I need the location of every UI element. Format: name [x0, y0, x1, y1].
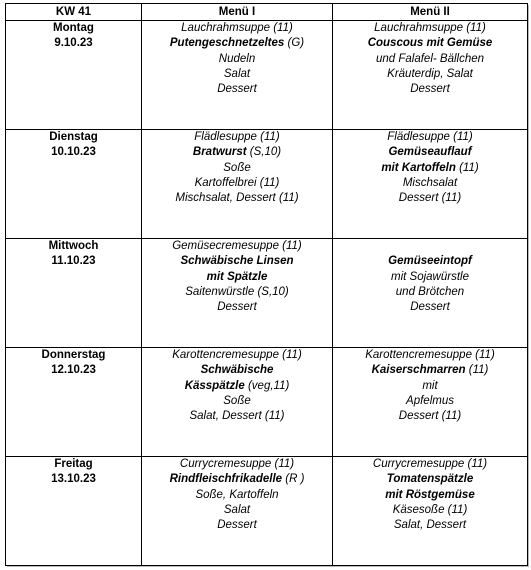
menu1-line — [142, 348, 332, 363]
menu1-line — [142, 394, 332, 409]
day-cell — [6, 130, 142, 239]
menu1-dish-text: Dessert — [217, 519, 257, 532]
menu1-dish-text: Kartoffelbrei (11) — [194, 176, 280, 189]
day-name: Dienstag — [49, 131, 98, 143]
menu1-dish-text: Salat — [223, 67, 251, 80]
menu1-dish-bold: Schwäbische — [200, 364, 274, 377]
day-row-1 — [6, 130, 528, 239]
menu1-line — [142, 145, 332, 160]
menu1-dish-bold: Schwäbische Linsen — [180, 255, 294, 268]
menu1-line — [142, 503, 332, 518]
menu2-line — [333, 176, 527, 191]
menu1-line — [142, 363, 332, 378]
menu2-dish-text: mit — [422, 379, 438, 392]
menu1-dish-text: Salat, Dessert (11) — [189, 410, 285, 423]
menu1-cell — [142, 457, 333, 566]
week-header: KW 41 — [6, 4, 142, 21]
menu2-dish-text: Currycremesuppe (11) — [372, 458, 488, 470]
menu1-cell — [142, 239, 333, 348]
day-name: Donnerstag — [41, 349, 106, 361]
menu2-cell — [333, 130, 528, 239]
header-row — [6, 4, 528, 21]
day-cell — [6, 239, 142, 348]
menu2-dish-text: Kräuterdip, Salat — [387, 67, 473, 80]
menu1-line — [142, 21, 332, 36]
menu2-dish-text: (11) — [465, 364, 489, 377]
day-row-0 — [6, 21, 528, 130]
menu2-line — [333, 394, 527, 409]
menu2-dish-text: Dessert — [410, 83, 450, 96]
menu1-dish-text: Lauchrahmsuppe (11) — [181, 22, 293, 34]
menu2-dish-bold: Tomatenspätzle — [386, 473, 474, 486]
day-date: 11.10.23 — [51, 255, 96, 267]
menu1-dish-text: Soße — [223, 394, 251, 407]
menu1-dish-text: Dessert — [217, 301, 257, 314]
menu1-dish-text: Salat — [223, 503, 251, 516]
menu2-line — [333, 300, 527, 315]
menu1-dish-text: (veg,11) — [244, 379, 290, 392]
menu2-line — [333, 191, 527, 206]
menu1-dish-bold: mit Spätzle — [206, 270, 268, 283]
menu1-line — [142, 130, 332, 145]
day-date: 13.10.23 — [51, 473, 96, 485]
menu1-dish-text: Soße — [223, 161, 251, 174]
menu1-header: Menü I — [142, 4, 333, 21]
menu2-dish-text: Mischsalat — [402, 176, 458, 189]
menu1-dish-text: (R ) — [282, 473, 305, 486]
day-date: 12.10.23 — [51, 364, 96, 376]
menu2-header: Menü II — [333, 4, 528, 21]
menu2-line — [333, 145, 527, 160]
menu-document — [5, 3, 527, 565]
menu1-dish-text: Karottencremesuppe (11) — [172, 349, 302, 361]
menu2-dish-text: und Brötchen — [395, 285, 465, 298]
menu2-dish-text: Dessert — [410, 301, 450, 314]
menu2-dish-text: Dessert (11) — [398, 410, 462, 423]
menu1-dish-text: Nudeln — [218, 52, 256, 65]
menu2-dish-text: Karottencremesuppe (11) — [365, 349, 495, 361]
day-date: 9.10.23 — [54, 37, 93, 49]
menu2-line — [333, 270, 527, 285]
menu1-line — [142, 457, 332, 472]
day-row-3 — [6, 348, 528, 457]
menu2-line — [333, 21, 527, 36]
menu2-line — [333, 457, 527, 472]
menu2-dish-bold: mit Kartoffeln — [381, 161, 456, 174]
menu2-line — [333, 472, 527, 487]
menu1-line — [142, 270, 332, 285]
menu1-line — [142, 36, 332, 51]
menu2-line — [333, 52, 527, 67]
menu1-dish-bold: Rindfleischfrikadelle — [169, 473, 283, 486]
menu2-dish-text: Salat, Dessert — [393, 519, 467, 532]
menu2-line — [333, 488, 527, 503]
menu2-line — [333, 82, 527, 97]
menu1-dish-text: Mischsalat, Dessert (11) — [175, 192, 299, 205]
menu2-line — [333, 363, 527, 378]
menu2-dish-text: und Falafel- Bällchen — [375, 52, 485, 65]
weekly-menu-table — [5, 3, 528, 566]
menu1-line — [142, 191, 332, 206]
menu2-dish-text: Dessert (11) — [398, 192, 462, 205]
menu1-line — [142, 254, 332, 269]
menu1-dish-text: Flädlesuppe (11) — [194, 131, 280, 143]
menu1-dish-bold: Putengeschnetzeltes — [169, 37, 285, 50]
menu1-line — [142, 379, 332, 394]
menu2-cell — [333, 457, 528, 566]
day-name: Mittwoch — [48, 240, 99, 252]
menu2-line — [333, 379, 527, 394]
menu2-line — [333, 161, 527, 176]
menu1-line — [142, 67, 332, 82]
menu1-dish-text: Gemüsecremesuppe (11) — [172, 240, 302, 252]
day-row-4 — [6, 457, 528, 566]
menu2-line — [333, 348, 527, 363]
day-cell — [6, 348, 142, 457]
menu1-line — [142, 52, 332, 67]
menu1-line — [142, 239, 332, 254]
menu1-cell — [142, 130, 333, 239]
menu1-dish-text: Soße, Kartoffeln — [195, 488, 279, 501]
menu2-line — [333, 409, 527, 424]
menu1-dish-text: Saitenwürstle (S,10) — [185, 285, 289, 298]
menu2-line — [333, 285, 527, 300]
menu1-line — [142, 176, 332, 191]
menu2-dish-bold: Gemüseeintopf — [388, 255, 472, 268]
menu1-dish-text: (G) — [284, 37, 305, 50]
menu2-dish-text: mit Sojawürstle — [391, 270, 469, 283]
menu2-line — [333, 239, 527, 254]
menu1-line — [142, 161, 332, 176]
menu2-dish-text: Apfelmus — [406, 394, 454, 407]
day-cell — [6, 457, 142, 566]
menu2-line — [333, 518, 527, 533]
menu2-dish-text: Lauchrahmsuppe (11) — [374, 22, 486, 34]
menu2-dish-bold: Gemüseauflauf — [388, 146, 472, 159]
day-row-2 — [6, 239, 528, 348]
menu1-cell — [142, 21, 333, 130]
menu1-line — [142, 518, 332, 533]
menu1-line — [142, 82, 332, 97]
menu1-line — [142, 409, 332, 424]
menu1-dish-bold: Bratwurst — [192, 146, 247, 159]
day-cell — [6, 21, 142, 130]
menu2-line — [333, 67, 527, 82]
menu1-dish-text: Dessert — [217, 83, 257, 96]
day-date: 10.10.23 — [51, 146, 96, 158]
menu1-line — [142, 472, 332, 487]
menu2-dish-bold: Couscous mit Gemüse — [367, 37, 493, 50]
menu2-dish-bold: mit Röstgemüse — [385, 488, 475, 501]
day-name: Freitag — [54, 458, 93, 470]
menu2-line — [333, 130, 527, 145]
menu1-dish-bold: Kässpätzle — [184, 379, 245, 392]
menu2-dish-text: (11) — [455, 161, 479, 174]
menu2-line — [333, 254, 527, 269]
menu1-cell — [142, 348, 333, 457]
menu1-dish-text: Currycremesuppe (11) — [179, 458, 295, 470]
menu2-cell — [333, 21, 528, 130]
menu2-dish-text: Flädlesuppe (11) — [387, 131, 473, 143]
menu2-line — [333, 503, 527, 518]
menu1-line — [142, 300, 332, 315]
menu1-dish-text: (S,10) — [246, 146, 282, 159]
day-name: Montag — [53, 22, 94, 34]
menu2-dish-bold: Kaiserschmarren — [371, 364, 466, 377]
menu1-line — [142, 285, 332, 300]
menu2-cell — [333, 239, 528, 348]
menu2-dish-text: Käsesoße (11) — [392, 503, 468, 516]
menu2-cell — [333, 348, 528, 457]
menu2-line — [333, 36, 527, 51]
menu1-line — [142, 488, 332, 503]
